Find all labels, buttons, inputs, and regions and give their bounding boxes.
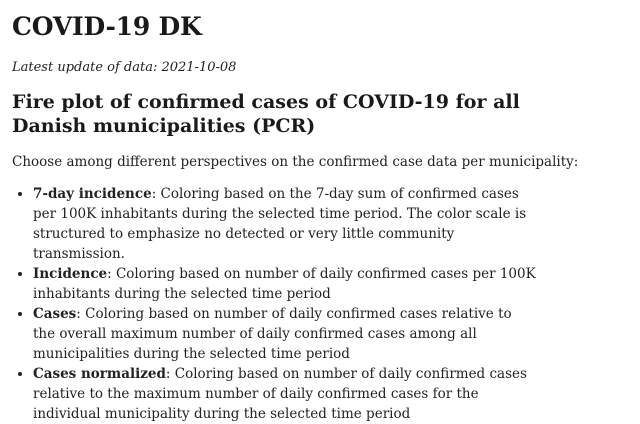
perspective-term: Incidence (33, 266, 108, 282)
perspective-description: : Coloring based on number of daily confirmed cases relative to the maximum number of daily confirmed cases for the individual municipality during the selected time period (33, 366, 527, 422)
list-item (33, 364, 538, 424)
perspective-list (12, 184, 538, 424)
perspective-description: : Coloring based on the 7-day sum of confirmed cases per 100K inhabitants during the selected time period. The color scale is structured to emphasize no detected or very little community transmission. (33, 186, 527, 262)
perspective-term: Cases normalized (33, 366, 166, 382)
perspective-term: 7-day incidence (33, 186, 152, 202)
list-item (33, 304, 538, 364)
intro-text: Choose among different perspectives on the confirmed case data per municipality: (12, 154, 579, 170)
perspective-term: Cases (33, 306, 77, 322)
section-heading: Fire plot of confirmed cases of COVID-19 for all Danish municipalities (PCR) (12, 91, 520, 137)
perspective-description: : Coloring based on number of daily confirmed cases per 100K inhabitants during the selected time period (33, 266, 536, 302)
perspective-description: : Coloring based on number of daily confirmed cases relative to the overall maximum number of daily confirmed cases among all municipalities during the selected time period (33, 306, 512, 362)
list-item (33, 264, 538, 304)
latest-update-text: Latest update of data: 2021-10-08 (12, 60, 237, 75)
page-title: COVID-19 DK (12, 12, 202, 41)
list-item (33, 184, 538, 264)
